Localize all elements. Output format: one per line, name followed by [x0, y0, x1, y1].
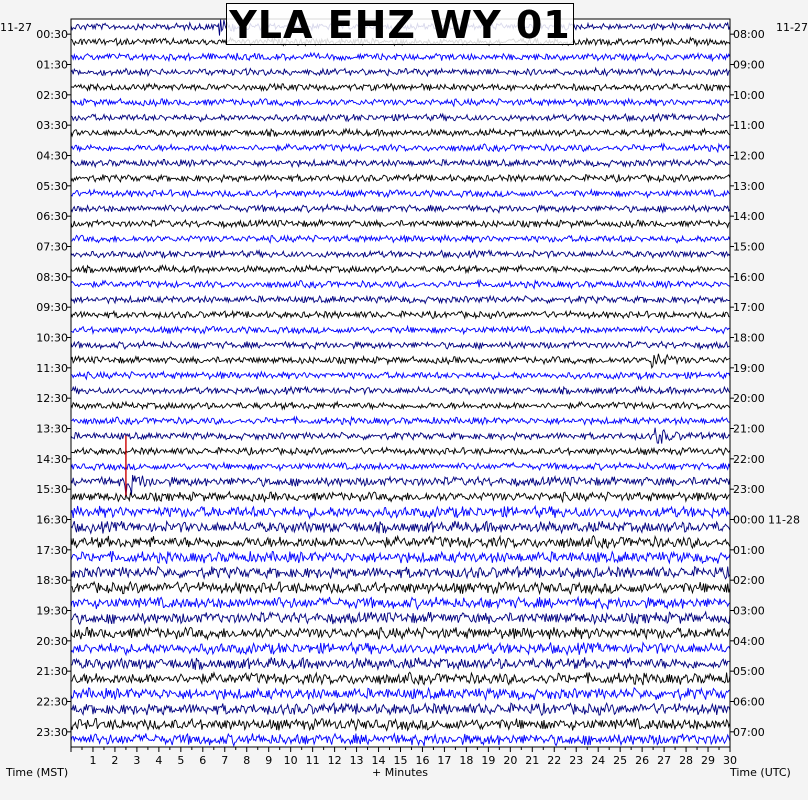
right-time-label: 05:00 — [733, 665, 765, 679]
right-time-label: 04:00 — [733, 634, 765, 648]
right-date-label-top: 11-27 — [776, 21, 808, 34]
right-time-label: 21:00 — [733, 422, 765, 436]
left-time-label: 15:30 — [36, 483, 68, 497]
x-tick-label: 27 — [657, 754, 672, 767]
left-time-label: 01:30 — [36, 58, 68, 72]
left-time-label: 12:30 — [36, 392, 68, 406]
x-tick-label: 9 — [265, 754, 273, 767]
right-time-label: 18:00 — [733, 331, 765, 345]
left-time-label: 05:30 — [36, 179, 68, 193]
x-tick-label: 28 — [679, 754, 694, 767]
x-tick-label: 5 — [177, 754, 185, 767]
x-tick-label: 14 — [371, 754, 386, 767]
left-time-label: 14:30 — [36, 452, 68, 466]
left-time-label: 00:30 — [36, 28, 68, 42]
right-time-label: 10:00 — [733, 88, 765, 102]
right-time-label: 09:00 — [733, 58, 765, 72]
left-time-label: 23:30 — [36, 725, 68, 739]
left-time-label: 02:30 — [36, 88, 68, 102]
right-time-label: 02:00 — [733, 574, 765, 588]
x-tick-label: 12 — [327, 754, 342, 767]
x-axis-label-left: Time (MST) — [6, 766, 69, 779]
left-time-label: 06:30 — [36, 210, 68, 224]
x-tick-label: 13 — [349, 754, 364, 767]
left-time-label: 03:30 — [36, 119, 68, 133]
left-date-label: 11-27 — [0, 21, 32, 34]
right-time-label: 00:00 — [733, 513, 765, 527]
right-time-label: 06:00 — [733, 695, 765, 709]
x-axis-label-right: Time (UTC) — [730, 766, 791, 779]
x-tick-label: 1 — [89, 754, 97, 767]
left-time-label: 19:30 — [36, 604, 68, 618]
x-tick-label: 16 — [415, 754, 430, 767]
x-tick-label: 2 — [111, 754, 119, 767]
x-tick-label: 4 — [155, 754, 163, 767]
left-time-label: 08:30 — [36, 270, 68, 284]
left-time-label: 21:30 — [36, 665, 68, 679]
x-tick-label: 8 — [243, 754, 251, 767]
right-time-label: 23:00 — [733, 483, 765, 497]
x-tick-label: 22 — [547, 754, 562, 767]
left-time-label: 11:30 — [36, 361, 68, 375]
x-tick-label: 29 — [701, 754, 716, 767]
x-axis-label-center: + Minutes — [372, 766, 429, 779]
right-time-label: 01:00 — [733, 543, 765, 557]
left-time-label: 10:30 — [36, 331, 68, 345]
x-tick-label: 6 — [199, 754, 207, 767]
x-tick-label: 25 — [613, 754, 628, 767]
left-time-label: 18:30 — [36, 574, 68, 588]
right-time-label: 16:00 — [733, 270, 765, 284]
left-time-label: 20:30 — [36, 634, 68, 648]
right-time-label: 13:00 — [733, 179, 765, 193]
left-time-label: 17:30 — [36, 543, 68, 557]
left-time-label: 04:30 — [36, 149, 68, 163]
left-time-label: 22:30 — [36, 695, 68, 709]
right-time-label: 19:00 — [733, 361, 765, 375]
x-tick-label: 20 — [503, 754, 518, 767]
x-tick-label: 17 — [437, 754, 452, 767]
plot-area — [71, 19, 730, 747]
left-time-label: 07:30 — [36, 240, 68, 254]
x-tick-label: 23 — [569, 754, 584, 767]
left-time-label: 13:30 — [36, 422, 68, 436]
x-tick-label: 21 — [525, 754, 540, 767]
right-time-label: 22:00 — [733, 452, 765, 466]
right-time-label: 20:00 — [733, 392, 765, 406]
right-time-label: 08:00 — [733, 28, 765, 42]
left-time-label: 16:30 — [36, 513, 68, 527]
x-tick-label: 24 — [591, 754, 606, 767]
x-tick-label: 11 — [305, 754, 320, 767]
right-time-label: 11:00 — [733, 119, 765, 133]
right-date-label-mid: 11-28 — [768, 513, 800, 527]
x-tick-label: 15 — [393, 754, 408, 767]
right-time-label: 07:00 — [733, 725, 765, 739]
x-tick-label: 7 — [221, 754, 229, 767]
right-time-label: 12:00 — [733, 149, 765, 163]
chart-title: YLA EHZ WY 01 — [226, 3, 574, 45]
right-time-label: 03:00 — [733, 604, 765, 618]
x-tick-label: 18 — [459, 754, 474, 767]
x-tick-label: 26 — [635, 754, 650, 767]
right-time-label: 14:00 — [733, 210, 765, 224]
x-tick-label: 10 — [283, 754, 298, 767]
x-tick-label: 3 — [133, 754, 141, 767]
left-time-label: 09:30 — [36, 301, 68, 315]
x-tick-label: 19 — [481, 754, 496, 767]
right-time-label: 15:00 — [733, 240, 765, 254]
x-tick-label: 30 — [723, 754, 737, 767]
right-time-label: 17:00 — [733, 301, 765, 315]
